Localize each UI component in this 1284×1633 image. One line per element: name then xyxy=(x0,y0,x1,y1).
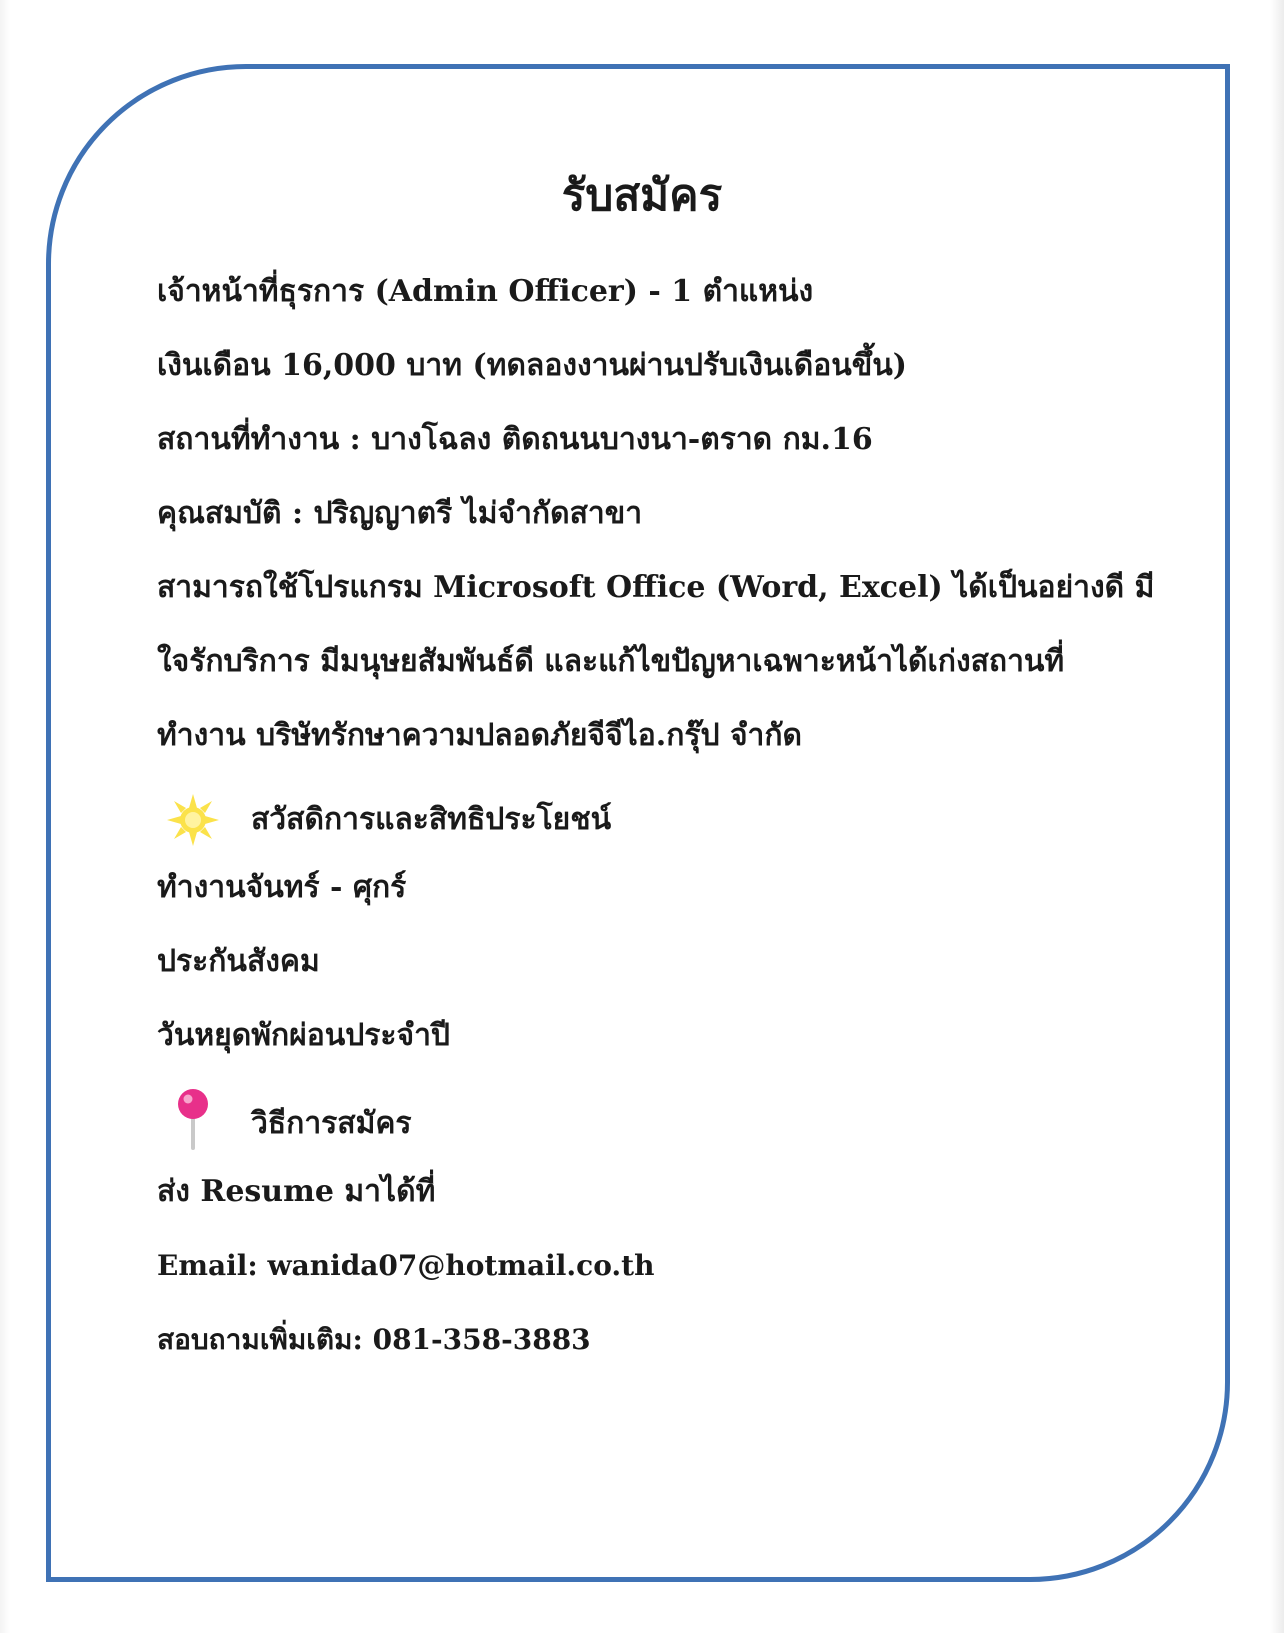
benefits-heading-label: สวัสดิการและสิทธิประโยชน์ xyxy=(251,802,612,837)
page-title: รับสมัคร xyxy=(561,170,723,221)
benefit-item-annual-leave: วันหยุดพักผ่อนประจำปี xyxy=(157,1018,450,1053)
skill-line-3: ทำงาน บริษัทรักษาความปลอดภัยจีจีไอ.กรุ๊ป จำกัด xyxy=(157,718,803,753)
qualification-line: คุณสมบัติ : ปริญญาตรี ไม่จำกัดสาขา xyxy=(157,496,643,531)
sun-icon xyxy=(165,792,221,848)
benefit-item-work-days: ทำงานจันทร์ - ศุกร์ xyxy=(157,870,407,905)
salary-line: เงินเดือน 16,000 บาท (ทดลองงานผ่านปรับเงินเดือนขึ้น) xyxy=(157,348,907,383)
pushpin-icon xyxy=(165,1096,221,1152)
contact-line: สอบถามเพิ่มเติม: 081-358-3883 xyxy=(157,1323,591,1356)
benefit-item-social-security: ประกันสังคม xyxy=(157,944,320,979)
skill-line-2: ใจรักบริการ มีมนุษยสัมพันธ์ดี และแก้ไขปัญหาเฉพาะหน้าได้เก่งสถานที่ xyxy=(157,644,1065,679)
position-line: เจ้าหน้าที่ธุรการ (Admin Officer) - 1 ตำแหน่ง xyxy=(157,274,814,309)
send-resume-line: ส่ง Resume มาได้ที่ xyxy=(157,1174,436,1209)
apply-heading-label: วิธีการสมัคร xyxy=(251,1106,412,1141)
page-edge-left xyxy=(0,0,10,1633)
skill-line-1: สามารถใช้โปรแกรม Microsoft Office (Word, Excel) ได้เป็นอย่างดี มี xyxy=(157,570,1155,605)
page-edge-right xyxy=(1270,0,1284,1633)
apply-heading xyxy=(165,1096,412,1152)
email-line: Email: wanida07@hotmail.co.th xyxy=(157,1249,655,1282)
location-line: สถานที่ทำงาน : บางโฉลง ติดถนนบางนา-ตราด กม.16 xyxy=(157,422,873,457)
benefits-heading xyxy=(165,792,611,848)
